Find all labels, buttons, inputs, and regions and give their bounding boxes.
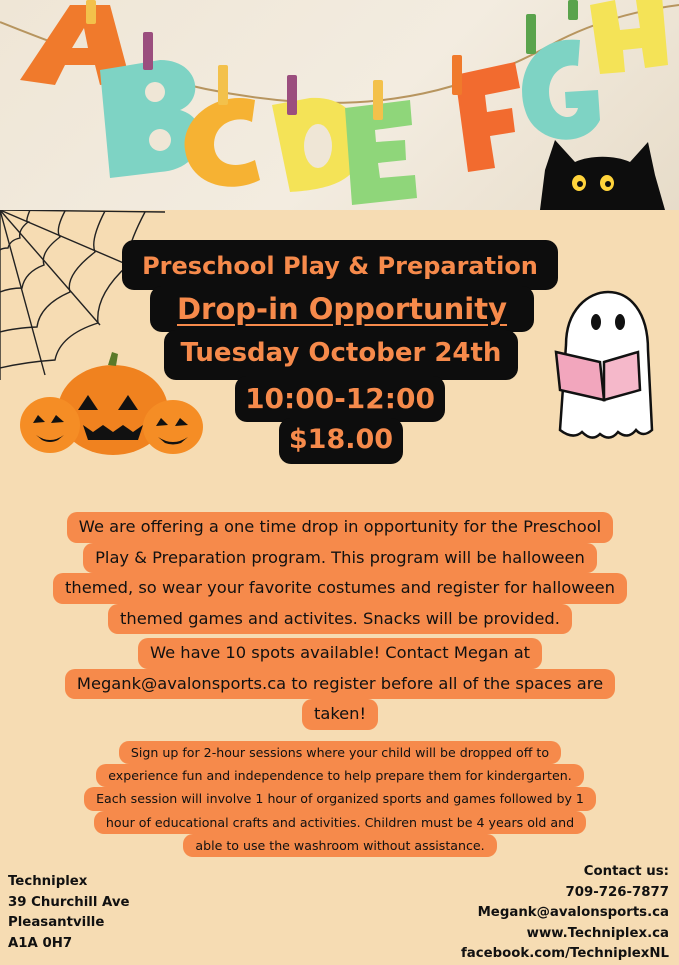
description-line: taken! bbox=[302, 699, 378, 730]
letter-f-cutout bbox=[455, 62, 520, 172]
alphabet-garland-illustration bbox=[0, 0, 679, 210]
contact-website[interactable]: www.Techniplex.ca bbox=[526, 925, 669, 941]
description-line: experience fun and independence to help prepare them for kindergarten. bbox=[96, 764, 583, 787]
event-title bbox=[150, 286, 534, 332]
contact-facebook[interactable]: facebook.com/TechniplexNL bbox=[460, 946, 669, 961]
headline-block bbox=[122, 240, 558, 464]
description-line: hour of educational crafts and activities. Children must be 4 years old and bbox=[94, 811, 586, 834]
contact-heading: Contact us: bbox=[583, 864, 669, 879]
letter-b-cutout bbox=[100, 60, 201, 178]
description-line: themed games and activites. Snacks will be provided. bbox=[108, 604, 572, 635]
description-line: Play & Preparation program. This program will be halloween bbox=[83, 543, 597, 574]
description-line: We are offering a one time drop in opportunity for the Preschool bbox=[67, 512, 613, 543]
event-date: Tuesday October 24th bbox=[164, 330, 518, 380]
description-paragraph-2 bbox=[36, 638, 644, 730]
venue-postal-code: A1A 0H7 bbox=[8, 935, 73, 951]
venue-street: 39 Churchill Ave bbox=[8, 894, 130, 910]
ghost-icon bbox=[548, 290, 658, 450]
venue-name: Techniplex bbox=[8, 874, 88, 889]
description-paragraph-3 bbox=[48, 741, 632, 857]
program-title: Preschool Play & Preparation bbox=[122, 240, 558, 290]
letter-h-cutout bbox=[590, 0, 668, 74]
contact-email[interactable]: Megank@avalonsports.ca bbox=[477, 905, 669, 920]
description-line: Sign up for 2-hour sessions where your child will be dropped off to bbox=[119, 741, 561, 764]
contact-info bbox=[461, 862, 669, 965]
description-line: Each session will involve 1 hour of organized sports and games followed by 1 bbox=[84, 787, 596, 810]
event-title-text: Drop-in Opportunity bbox=[176, 292, 508, 326]
venue-city: Pleasantville bbox=[8, 915, 105, 930]
description-line: able to use the washroom without assistance. bbox=[183, 834, 496, 857]
black-cat-icon bbox=[540, 140, 665, 210]
description-line: We have 10 spots available! Contact Megan at bbox=[138, 638, 542, 669]
venue-address bbox=[8, 872, 130, 954]
event-time: 10:00-12:00 bbox=[235, 376, 445, 422]
event-price: $18.00 bbox=[279, 418, 403, 464]
contact-phone[interactable]: 709-726-7877 bbox=[565, 884, 669, 900]
letter-c-cutout bbox=[185, 98, 260, 187]
alphabet-banner-photo bbox=[0, 0, 679, 210]
description-line: themed, so wear your favorite costumes and register for halloween bbox=[53, 573, 627, 604]
description-paragraph-1 bbox=[30, 512, 650, 634]
description-line: Megank@avalonsports.ca to register before all of the spaces are bbox=[65, 669, 615, 700]
